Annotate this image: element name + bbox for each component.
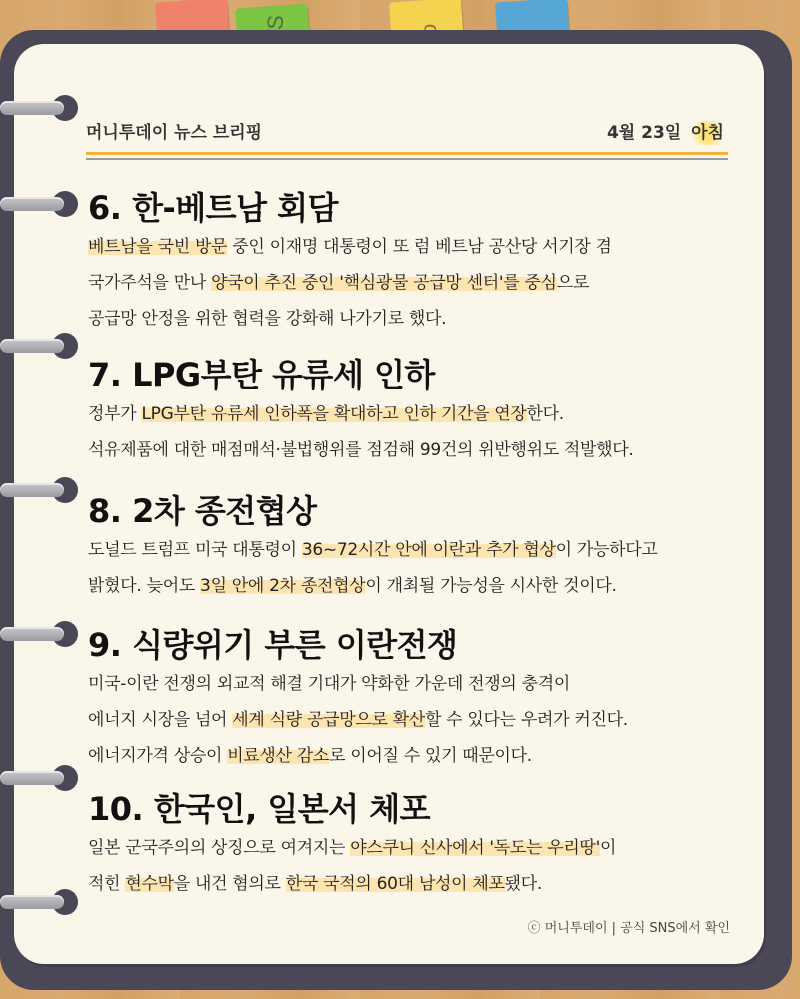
body-text: 됐다. <box>504 874 542 894</box>
section-body-line <box>88 301 446 337</box>
section-title: 9. 식량위기 부른 이란전쟁 <box>88 626 458 664</box>
briefing-date <box>607 118 728 143</box>
section-body-line <box>88 265 589 301</box>
body-text: 적힌 <box>88 874 126 894</box>
body-text: 도널드 트럼프 미국 대통령이 <box>88 540 302 560</box>
ring-wire <box>0 483 64 497</box>
binder-ring <box>0 330 78 364</box>
section-body-line <box>88 738 532 774</box>
ring-wire <box>0 339 64 353</box>
header-rule <box>86 158 728 160</box>
body-text: 할 수 있다는 우려가 커진다. <box>424 710 628 730</box>
highlighted-text: 세계 식량 공급망으로 확산 <box>232 710 425 730</box>
section-title: 7. LPG부탄 유류세 인하 <box>88 356 435 394</box>
highlighted-text: 야스쿠니 신사에서 '독도는 우리땅' <box>350 838 601 858</box>
body-text: 정부가 <box>88 404 142 424</box>
body-text: 한다. <box>526 404 564 424</box>
header-rule-accent <box>86 152 728 155</box>
body-text: 국가주석을 만나 <box>88 273 212 293</box>
section-body-line <box>88 702 628 738</box>
page-title: 머니투데이 뉴스 브리핑 <box>86 123 263 143</box>
section-body-line <box>88 396 564 432</box>
section-body-line <box>88 666 570 702</box>
highlighted-text: 베트남을 국빈 방문 <box>88 237 228 257</box>
body-text: 이 가능하다고 <box>555 540 658 560</box>
highlighted-text: 현수막 <box>125 874 174 894</box>
body-text: 밝혔다. 늦어도 <box>88 576 201 596</box>
body-text: 이 개최될 가능성을 시사한 것이다. <box>365 576 617 596</box>
binder-ring <box>0 92 78 126</box>
section-title: 8. 2차 종전협상 <box>88 492 317 530</box>
body-text: 에너지가격 상승이 <box>88 746 228 766</box>
ring-wire <box>0 101 64 115</box>
section-body-line <box>88 568 617 604</box>
highlighted-text: 양국이 추진 중인 '핵심광물 공급망 센터'를 중심 <box>211 273 557 293</box>
ring-wire <box>0 627 64 641</box>
body-text: 로 이어질 수 있기 때문이다. <box>329 746 532 766</box>
body-text: 이 <box>600 838 617 858</box>
section-body-line <box>88 229 612 265</box>
ring-wire <box>0 771 64 785</box>
highlighted-text: 비료생산 감소 <box>227 746 330 766</box>
body-text: 에너지 시장을 넘어 <box>88 710 233 730</box>
body-text: 일본 군국주의의 상징으로 여겨지는 <box>88 838 351 858</box>
body-text: 으로 <box>556 273 589 293</box>
binder-ring <box>0 886 78 920</box>
section-title: 6. 한-베트남 회담 <box>88 189 338 227</box>
highlighted-text: 한국 국적의 60대 남성이 체포 <box>285 874 505 894</box>
body-text: 을 내건 혐의로 <box>173 874 286 894</box>
binder-ring <box>0 474 78 508</box>
body-text: 석유제품에 대한 매점매석·불법행위를 점검해 99건의 위반행위도 적발했다. <box>88 440 634 460</box>
binder-ring <box>0 618 78 652</box>
binder-ring <box>0 762 78 796</box>
body-text: 미국-이란 전쟁의 외교적 해결 기대가 약화한 가운데 전쟁의 충격이 <box>88 674 570 694</box>
highlighted-text: 3일 안에 2차 종전협상 <box>200 576 366 596</box>
section-body-line <box>88 532 658 568</box>
highlighted-text: 36~72시간 안에 이란과 추가 협상 <box>301 540 556 560</box>
body-text: 중인 이재명 대통령이 또 럼 베트남 공산당 서기장 겸 <box>227 237 612 257</box>
section-body-line <box>88 830 616 866</box>
date-text: 4월 23일 <box>606 123 688 143</box>
section-title: 10. 한국인, 일본서 체포 <box>88 790 431 828</box>
section-body-line <box>88 432 634 468</box>
highlighted-text: LPG부탄 유류세 인하폭을 확대하고 인하 기간을 연장 <box>141 404 527 424</box>
ring-wire <box>0 895 64 909</box>
footer-credit: ⓒ 머니투데이 | 공식 SNS에서 확인 <box>527 921 730 936</box>
section-body-line <box>88 866 542 902</box>
morning-label: 아침 <box>687 121 728 145</box>
binder-ring <box>0 188 78 222</box>
body-text: 공급망 안정을 위한 협력을 강화해 나가기로 했다. <box>88 309 447 329</box>
ring-wire <box>0 197 64 211</box>
